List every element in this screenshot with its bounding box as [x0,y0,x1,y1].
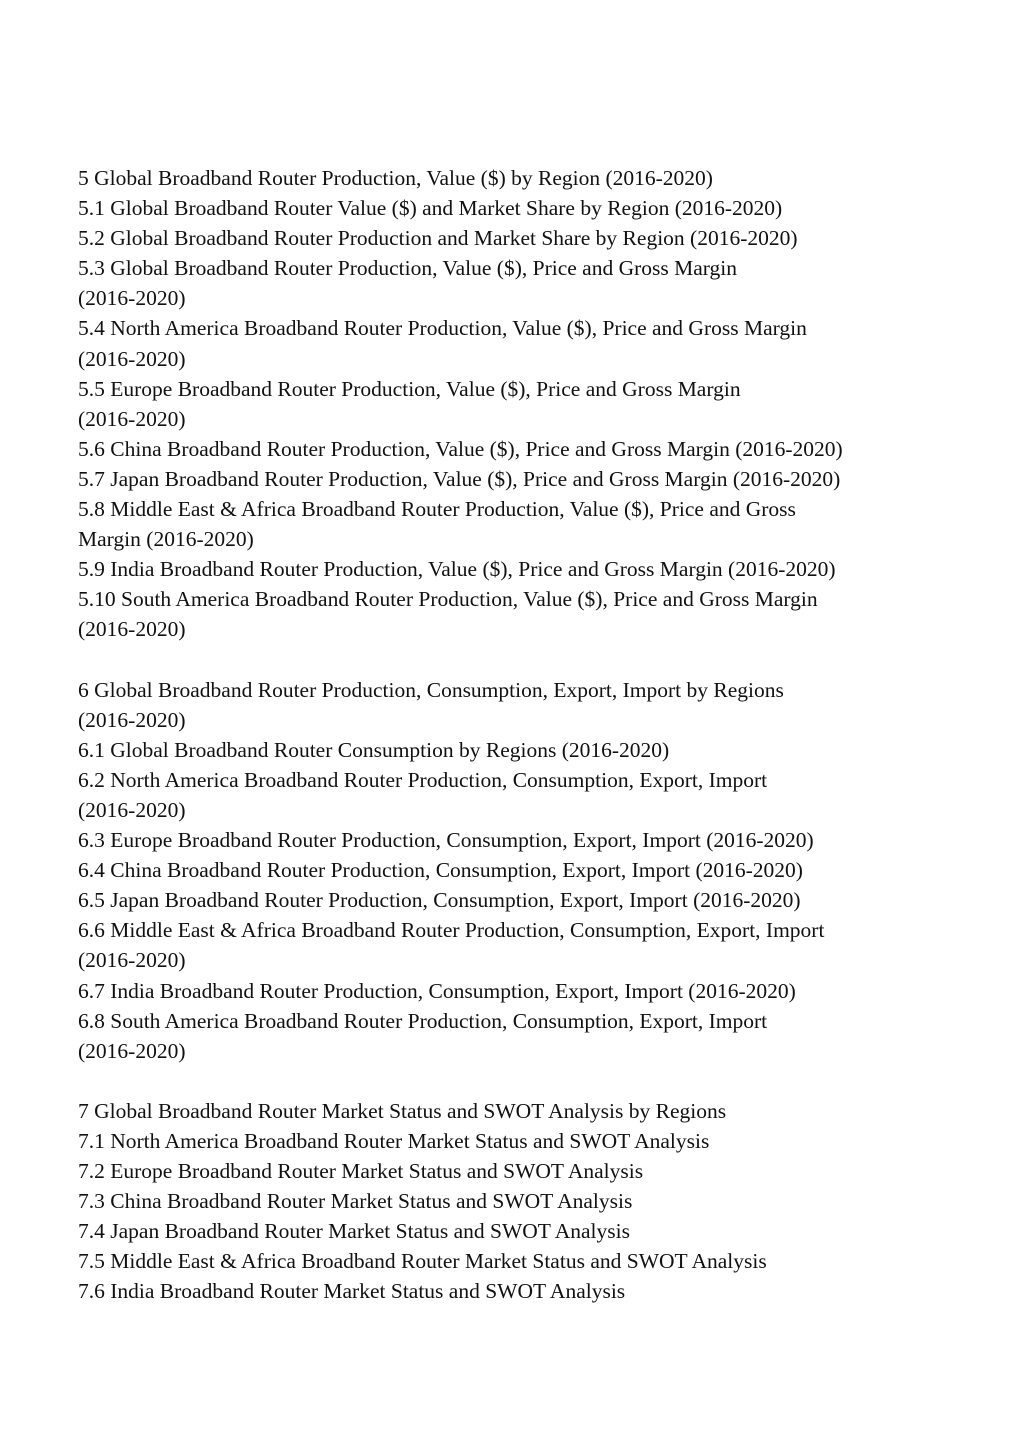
toc-line: 6.1 Global Broadband Router Consumption by Regions (2016-2020) [78,737,670,762]
toc-line: 5.2 Global Broadband Router Production and Market Share by Region (2016-2020) [78,226,798,251]
toc-line: 5.1 Global Broadband Router Value ($) and Market Share by Region (2016-2020) [78,196,783,221]
toc-line: (2016-2020) [78,346,186,371]
toc-line: (2016-2020) [78,948,186,973]
toc-line: 5.3 Global Broadband Router Production, Value ($), Price and Gross Margin [78,256,738,281]
toc-line: (2016-2020) [78,797,186,822]
toc-line: 5 Global Broadband Router Production, Value ($) by Region (2016-2020) [78,166,713,190]
toc-line: 7.5 Middle East & Africa Broadband Router Market Status and SWOT Analysis [78,1249,767,1274]
document-page [78,163,958,1307]
toc-line: 6.2 North America Broadband Router Production, Consumption, Export, Import [78,767,768,792]
toc-section-7 [78,1096,958,1307]
toc-line: 6.6 Middle East & Africa Broadband Router Production, Consumption, Export, Import [78,918,825,943]
toc-line: 7.3 China Broadband Router Market Status and SWOT Analysis [78,1189,633,1214]
toc-line: 5.10 South America Broadband Router Production, Value ($), Price and Gross Margin [78,587,818,612]
toc-line: 6.3 Europe Broadband Router Production, Consumption, Export, Import (2016-2020) [78,828,814,853]
toc-line: Margin (2016-2020) [78,527,254,552]
toc-line: 6.7 India Broadband Router Production, Consumption, Export, Import (2016-2020) [78,978,796,1003]
toc-line: 5.9 India Broadband Router Production, Value ($), Price and Gross Margin (2016-2020) [78,557,836,582]
toc-line: 5.6 China Broadband Router Production, Value ($), Price and Gross Margin (2016-2020) [78,436,843,461]
toc-line: (2016-2020) [78,286,186,311]
toc-line: 7.4 Japan Broadband Router Market Status and SWOT Analysis [78,1219,630,1244]
toc-line: 5.8 Middle East & Africa Broadband Router Production, Value ($), Price and Gross [78,497,796,522]
toc-line: (2016-2020) [78,1038,186,1063]
toc-line: 7.2 Europe Broadband Router Market Status and SWOT Analysis [78,1159,644,1184]
toc-line: 5.4 North America Broadband Router Production, Value ($), Price and Gross Margin [78,316,807,341]
toc-line: 6.4 China Broadband Router Production, Consumption, Export, Import (2016-2020) [78,858,803,883]
toc-line: 5.7 Japan Broadband Router Production, Value ($), Price and Gross Margin (2016-2020) [78,466,841,491]
toc-line: 7.6 India Broadband Router Market Status and SWOT Analysis [78,1279,626,1304]
toc-line: 7.1 North America Broadband Router Market Status and SWOT Analysis [78,1129,710,1153]
toc-section-6 [78,675,958,1066]
toc-line: 7 Global Broadband Router Market Status and SWOT Analysis by Regions [78,1098,727,1123]
toc-line: 6.8 South America Broadband Router Production, Consumption, Export, Import [78,1008,768,1033]
toc-line: (2016-2020) [78,617,186,642]
toc-section-5 [78,163,958,645]
toc-line: (2016-2020) [78,406,186,431]
toc-line: 6 Global Broadband Router Production, Consumption, Export, Import by Regions [78,677,784,702]
toc-line: 6.5 Japan Broadband Router Production, Consumption, Export, Import (2016-2020) [78,888,801,913]
toc-line: 5.5 Europe Broadband Router Production, Value ($), Price and Gross Margin [78,376,741,401]
toc-line: (2016-2020) [78,707,186,732]
